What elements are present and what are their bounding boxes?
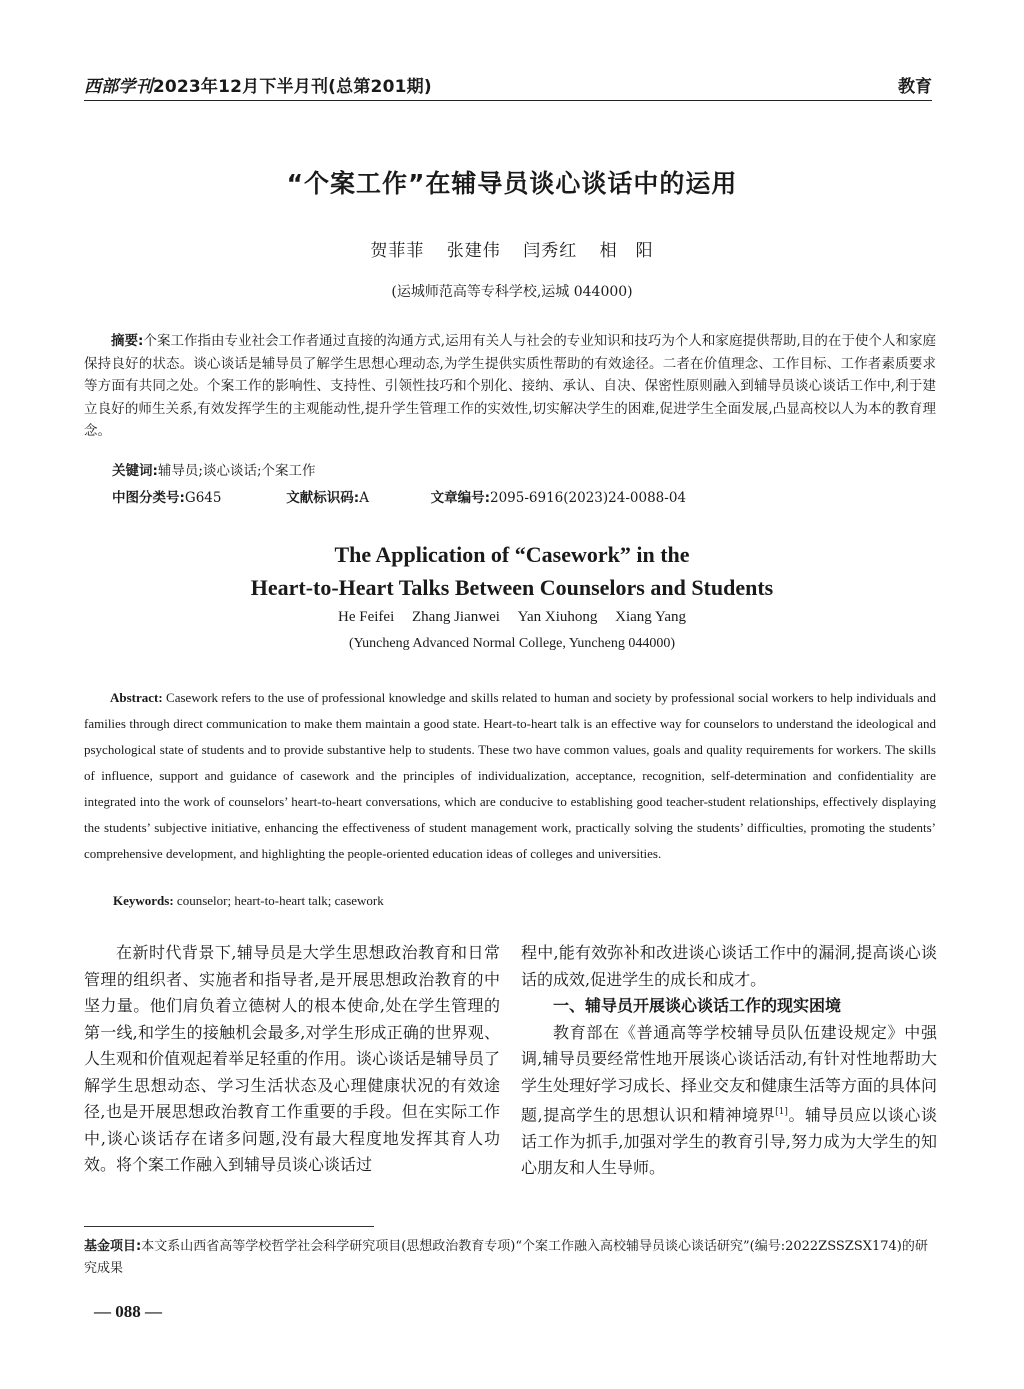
author-cn: 贺菲菲 [370, 241, 425, 261]
author-cn: 张建伟 [446, 241, 501, 261]
article-number-value: 2095-6916(2023)24-0088-04 [490, 490, 687, 506]
abstract-en-label: Abstract: [110, 690, 163, 705]
article-title-en [0, 538, 1024, 604]
abstract-en-text: Casework refers to the use of professional knowledge and skills related to human and society by professional social workers to help individuals and families through direct communication to make them maintain a good state. Heart-to-heart talk is an effective way for counselors to understand the ideological and psychological state of students and to provide substantive help to students. These two have common values, goals and quality requirements for workers. The skills of influence, support and guidance of casework and the principles of individualization, acceptance, recognition, self-determination and confidentiality are integrated into the work of counselors’ heart-to-heart conversations, which are conducive to establishing good teacher-student relationships, effectively displaying the students’ subjective initiative, enhancing the effectiveness of student management work, practically solving the students’ difficulties, promoting the students’ comprehensive development, and highlighting the people-oriented education ideas of colleges and universities. [84, 690, 936, 861]
doc-code-value: A [359, 490, 369, 506]
body-paragraph [521, 1020, 937, 1182]
article-meta [112, 486, 912, 506]
page-number: — 088 — [94, 1302, 162, 1321]
abstract-cn-text: 个案工作指由专业社会工作者通过直接的沟通方式,运用有关人与社会的专业知识和技巧为个人和家庭提供帮助,目的在于使个人和家庭保持良好的状态。谈心谈话是辅导员了解学生思想心理动态,为学生提供实质性帮助的有效途径。二者在价值理念、工作目标、工作者素质要求等方面有共同之处。个案工作的影响性、支持性、引领性技巧和个别化、接纳、承认、自决、保密性原则融入到辅导员谈心谈话工作中,利于建立良好的师生关系,有效发挥学生的主观能动性,提升学生管理工作的实效性,切实解决学生的困难,促进学生全面发展,凸显高校以人为本的教育理念。 [84, 333, 936, 439]
authors-en [0, 609, 1024, 626]
paragraph-text: 教育部在《普通高等学校辅导员队伍建设规定》中强调,辅导员要经常性地开展谈心谈话活动,有针对性地帮助大学生处理好学习成长、择业交友和健康生活等方面的具体问题,提高学生的思想认识和精神境界 [521, 1022, 938, 1125]
footnote-divider [84, 1226, 374, 1227]
author-en: Zhang Jianwei [412, 609, 500, 625]
author-cn: 闫秀红 [523, 241, 578, 261]
title-en-line1: The Application of “Casework” in the [334, 542, 690, 567]
clc-value: G645 [184, 490, 222, 506]
citation-marker: [1] [775, 1107, 788, 1117]
keywords-en-text: counselor; heart-to-heart talk; casework [176, 893, 384, 908]
doc-code-label: 文献标识码: [286, 490, 360, 506]
funding-footnote [84, 1236, 936, 1280]
body-column-right [521, 940, 937, 1182]
abstract-cn [84, 330, 936, 443]
author-cn: 相 阳 [599, 241, 654, 261]
funding-text: 本文系山西省高等学校哲学社会科学研究项目(思想政治教育专项)“个案工作融入高校辅导员谈心谈话研究”(编号:2022ZSSZSX174)的研究成果 [84, 1239, 928, 1276]
author-en: Yan Xiuhong [517, 609, 598, 625]
authors-cn [0, 236, 1024, 261]
paragraph-text: 。辅导员应以谈心谈话工作为抓手,加强对学生的教育引导,努力成为大学生的知心朋友和人生导师。 [521, 1105, 937, 1178]
article-number-label: 文章编号: [430, 490, 490, 506]
affiliation-en: (Yuncheng Advanced Normal College, Yuncheng 044000) [348, 636, 676, 651]
keywords-cn [112, 459, 316, 479]
author-en: He Feifei [338, 609, 395, 625]
running-header [84, 70, 932, 101]
keywords-cn-label: 关键词: [112, 463, 158, 479]
body-column-left [84, 940, 500, 1179]
author-en: Xiang Yang [615, 609, 686, 625]
abstract-cn-label: 摘要: [111, 333, 144, 349]
journal-issue: 2023年12月下半月刊(总第201期) [152, 77, 432, 97]
funding-label: 基金项目: [84, 1239, 142, 1254]
journal-name [84, 72, 432, 97]
affiliation-cn: (运城师范高等专科学校,运城 044000) [391, 284, 633, 300]
section-heading: 一、辅导员开展谈心谈话工作的现实困境 [553, 996, 842, 1015]
keywords-en-label: Keywords: [113, 893, 174, 908]
clc-label: 中图分类号: [112, 490, 185, 506]
keywords-cn-text: 辅导员;谈心谈话;个案工作 [157, 463, 316, 479]
body-paragraph-continued: 程中,能有效弥补和改进谈心谈话工作中的漏洞,提高谈心谈话的成效,促进学生的成长和成才。 [521, 943, 937, 989]
article-title-cn: “个案工作”在辅导员谈心谈话中的运用 [286, 169, 738, 198]
journal-logo: 西部学刊 [84, 77, 153, 97]
abstract-en [84, 685, 936, 867]
keywords-en [113, 893, 384, 909]
section-label: 教育 [898, 77, 932, 97]
body-paragraph: 在新时代背景下,辅导员是大学生思想政治教育和日常管理的组织者、实施者和指导者,是开展思想政治教育的中坚力量。他们肩负着立德树人的根本使命,处在学生管理的第一线,和学生的接触机会最多,对学生形成正确的世界观、人生观和价值观起着举足轻重的作用。谈心谈话是辅导员了解学生思想动态、学习生活状态及心理健康状况的有效途径,也是开展思想政治教育工作重要的手段。但在实际工作中,谈心谈话存在诸多问题,没有最大程度地发挥其育人功效。将个案工作融入到辅导员谈心谈话过 [84, 943, 501, 1174]
title-en-line2: Heart-to-Heart Talks Between Counselors and Students [250, 575, 774, 600]
